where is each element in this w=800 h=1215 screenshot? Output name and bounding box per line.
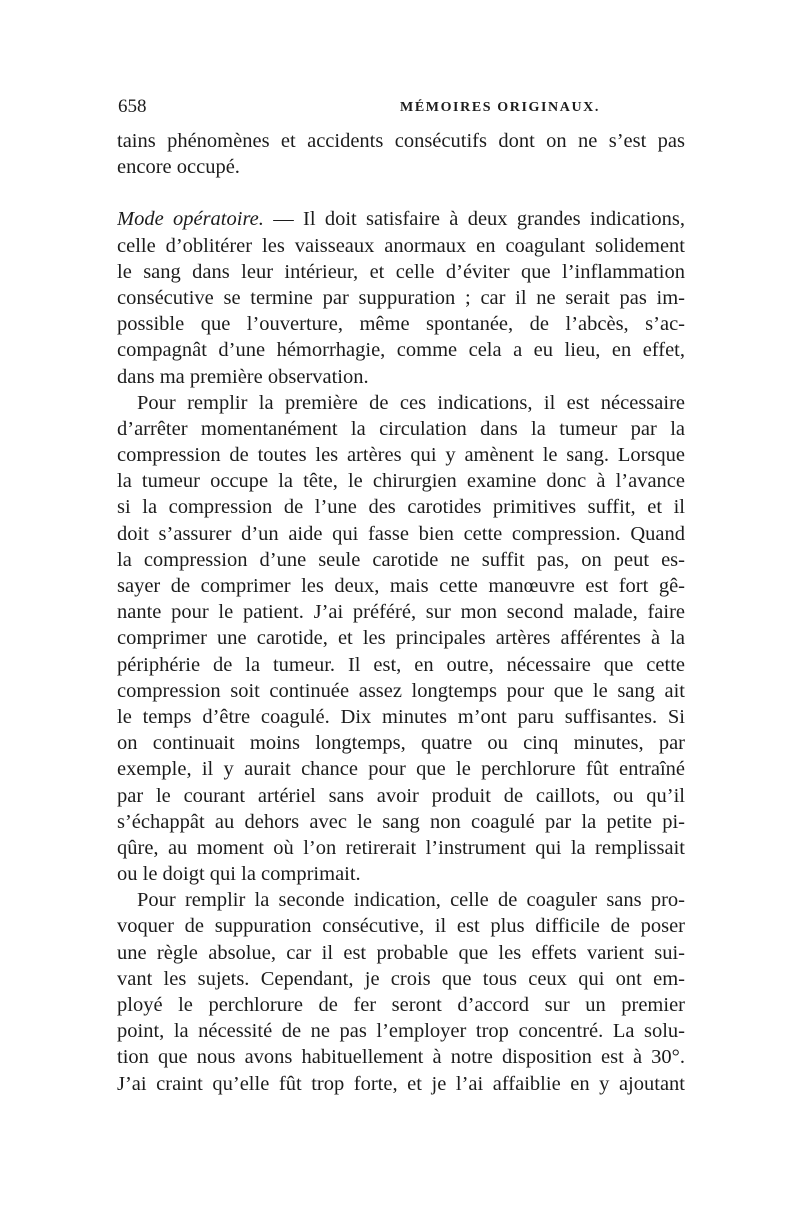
text-line: consécutive se termine par suppuration ; car il ne serait pas im-	[117, 286, 685, 309]
text-line: nante pour le patient. J’ai préféré, sur mon second malade, faire	[117, 601, 685, 624]
text-line: compagnât d’une hémorrhagie, comme cela a eu lieu, en effet,	[117, 339, 685, 362]
text-line: s’échappât au dehors avec le sang non coagulé par la petite pi-	[117, 810, 685, 833]
paragraph-3	[117, 390, 685, 888]
text-line: possible que l’ouverture, même spontanée, de l’abcès, s’ac-	[117, 313, 685, 336]
text-line: celle d’oblitérer les vaisseaux anormaux en coagulant solidement	[117, 234, 685, 257]
text-line	[117, 206, 685, 232]
running-head: MÉMOIRES ORIGINAUX.	[400, 100, 600, 115]
paragraph-4	[117, 887, 685, 1097]
text-line: Pour remplir la première de ces indications, il est nécessaire	[137, 391, 685, 414]
text-line: le temps d’être coagulé. Dix minutes m’ont paru suffisantes. Si	[117, 705, 685, 728]
paragraph-2	[117, 206, 685, 389]
section-title: Mode opératoire.	[117, 208, 264, 231]
paragraph-1	[117, 128, 685, 180]
page-header	[118, 96, 683, 122]
text-line: si la compression de l’une des carotides primitives suffit, et il	[117, 496, 685, 519]
page-number: 658	[118, 96, 147, 117]
text-line: ployé le perchlorure de fer seront d’accord sur un premier	[117, 994, 685, 1016]
text-line: encore occupé.	[117, 156, 240, 179]
text-line: point, la nécessité de ne pas l’employer trop concentré. La solu-	[117, 1020, 685, 1043]
text-line: compression soit continuée assez longtemps pour que le sang ait	[117, 679, 685, 702]
text-line: d’arrêter momentanément la circulation dans la tumeur par la	[117, 417, 685, 440]
body-text	[117, 128, 685, 1097]
text-line: compression de toutes les artères qui y amènent le sang. Lorsque	[117, 444, 685, 467]
text-line: on continuait moins longtemps, quatre ou cinq minutes, par	[117, 732, 685, 755]
text-line-rest: — Il doit satisfaire à deux grandes indications,	[273, 208, 685, 231]
text-line: Pour remplir la seconde indication, celle de coaguler sans pro-	[137, 889, 685, 912]
text-line: sayer de comprimer les deux, mais cette manœuvre est fort gê-	[117, 575, 685, 597]
text-line: la compression d’une seule carotide ne suffit pas, on peut es-	[117, 548, 685, 571]
text-line: voquer de suppuration consécutive, il est plus difficile de poser	[117, 915, 685, 938]
text-line: la tumeur occupe la tête, le chirurgien examine donc à l’avance	[117, 470, 685, 493]
text-line: par le courant artériel sans avoir produit de caillots, ou qu’il	[117, 784, 685, 807]
text-line: exemple, il y aurait chance pour que le perchlorure fût entraîné	[117, 758, 685, 781]
text-line: tion que nous avons habituellement à notre disposition est à 30°.	[117, 1046, 685, 1069]
text-line: qûre, au moment où l’on retirerait l’instrument qui la remplissait	[117, 836, 685, 859]
text-line: une règle absolue, car il est probable que les effets varient sui-	[117, 941, 685, 964]
text-line: dans ma première observation.	[117, 365, 369, 388]
text-line: le sang dans leur intérieur, et celle d’éviter que l’inflammation	[117, 260, 685, 283]
text-line: périphérie de la tumeur. Il est, en outre, nécessaire que cette	[117, 653, 685, 676]
text-line: comprimer une carotide, et les principales artères afférentes à la	[117, 627, 685, 650]
text-line: vant les sujets. Cependant, je crois que tous ceux qui ont em-	[117, 967, 685, 990]
paragraph-gap	[117, 180, 685, 206]
text-line: doit s’assurer d’un aide qui fasse bien cette compression. Quand	[117, 522, 685, 545]
text-line: ou le doigt qui la comprimait.	[117, 863, 361, 886]
text-line: tains phénomènes et accidents consécutifs dont on ne s’est pas	[117, 130, 685, 152]
text-line: J’ai craint qu’elle fût trop forte, et je l’ai affaiblie en y ajoutant	[117, 1072, 685, 1095]
